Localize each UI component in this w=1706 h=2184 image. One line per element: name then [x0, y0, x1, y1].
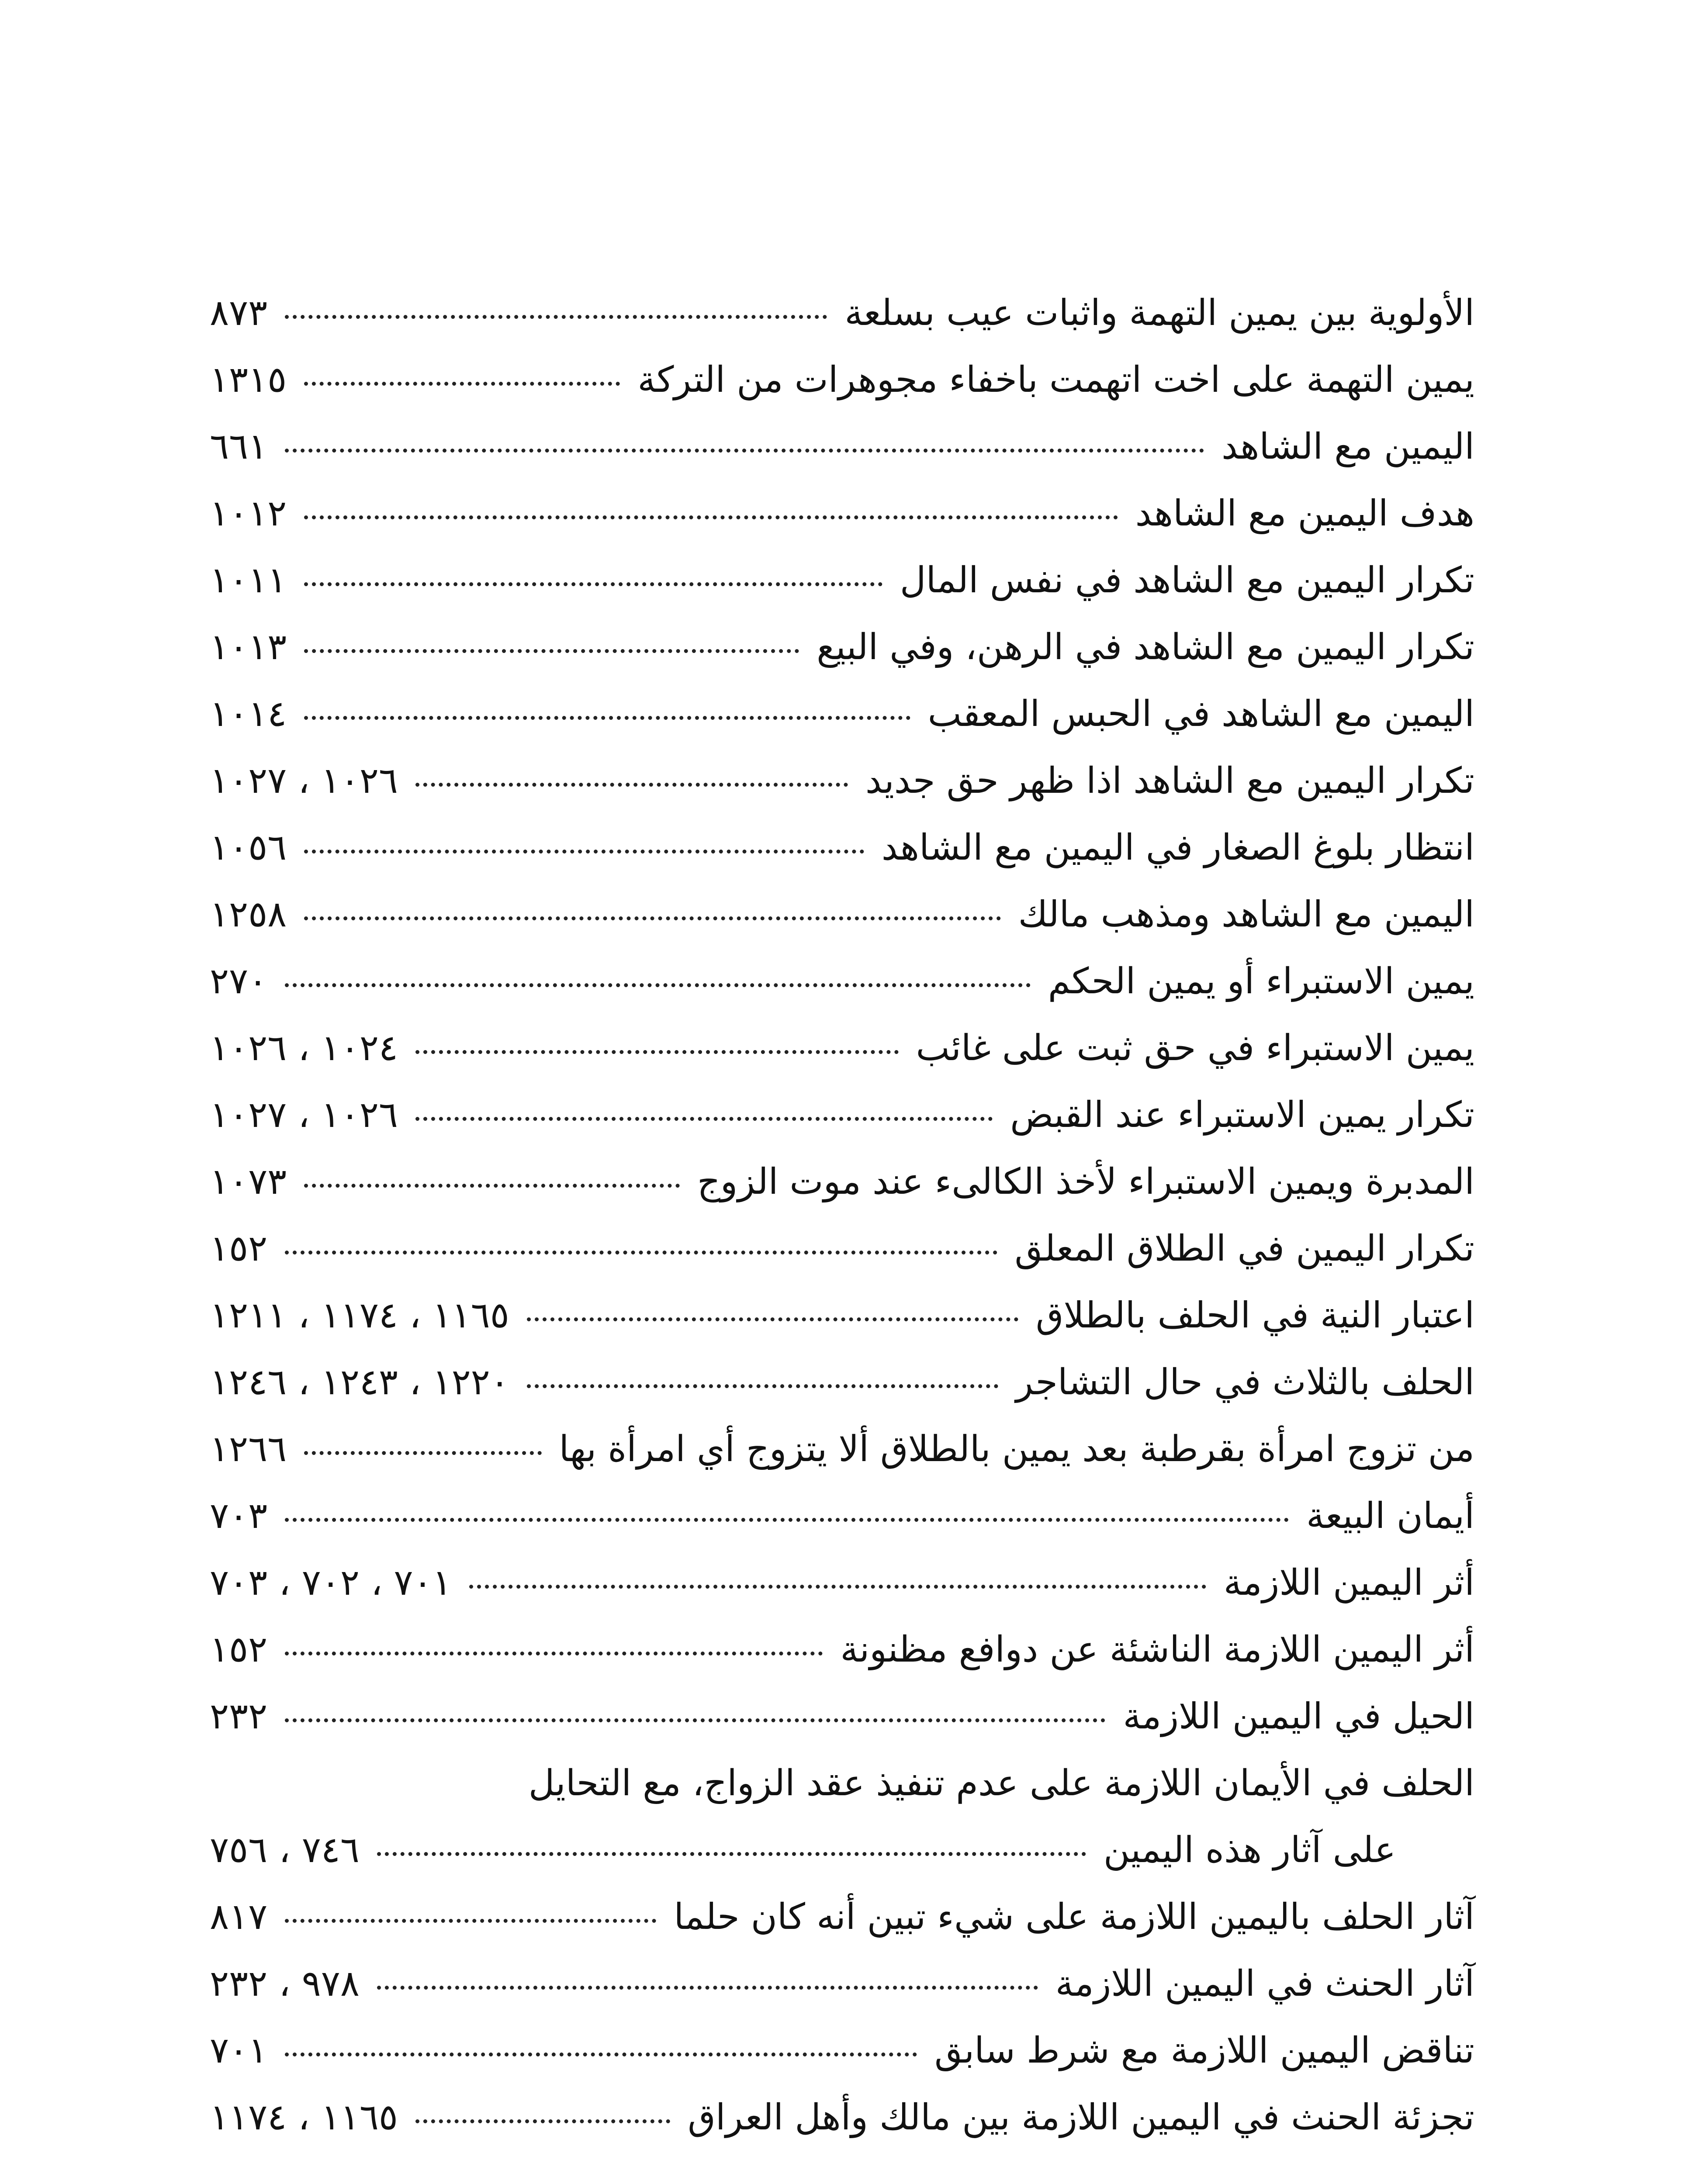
dot-leader — [285, 1718, 1105, 1722]
dot-leader — [285, 449, 1204, 453]
index-entry — [210, 1883, 1474, 1950]
entry-topic: انتظار بلوغ الصغار في اليمين مع الشاهد — [881, 827, 1474, 868]
dot-leader — [527, 1384, 998, 1388]
entry-pages: ٧٠١ — [210, 2030, 268, 2071]
entry-topic: أثر اليمين اللازمة الناشئة عن دوافع مظنونة — [840, 1629, 1474, 1670]
entry-pages: ١٠١٤ — [210, 693, 287, 735]
entry-topic: تكرار اليمين مع الشاهد اذا ظهر حق جديد — [865, 760, 1474, 802]
entry-pages: ٢٣٢ — [210, 1696, 268, 1737]
dot-leader — [304, 515, 1118, 519]
entry-topic: تناقض اليمين اللازمة مع شرط سابق — [934, 2030, 1474, 2071]
entry-topic: تكرار يمين الاستبراء عند القبض — [1010, 1094, 1474, 1136]
index-entry — [210, 1082, 1474, 1148]
index-entry — [210, 547, 1474, 614]
entry-topic: تكرار اليمين في الطلاق المعلق — [1014, 1228, 1474, 1269]
entry-topic: يمين الاستبراء في حق ثبت على غائب — [916, 1027, 1474, 1069]
entry-topic: اليمين مع الشاهد — [1222, 426, 1474, 467]
entry-pages: ١٠٢٦ ، ١٠٢٧ — [210, 760, 398, 802]
index-list — [210, 280, 1474, 2151]
index-entry — [210, 1549, 1474, 1616]
entry-topic: تكرار اليمين مع الشاهد في نفس المال — [900, 560, 1474, 601]
dot-leader — [415, 2119, 670, 2123]
index-entry — [210, 1416, 1474, 1482]
entry-topic: تكرار اليمين مع الشاهد في الرهن، وفي البيع — [817, 626, 1474, 668]
dot-leader — [285, 1652, 823, 1655]
entry-topic: آثار الحلف باليمين اللازمة على شيء تبين أنه كان حلما — [674, 1896, 1474, 1938]
index-entry — [210, 814, 1474, 881]
dot-leader — [377, 1852, 1086, 1856]
entry-topic: يمين التهمة على اخت اتهمت باخفاء مجوهرات من التركة — [637, 359, 1474, 401]
entry-topic: الحيل في اليمين اللازمة — [1123, 1696, 1474, 1737]
index-entry — [210, 480, 1474, 547]
entry-pages: ١٠٧٣ — [210, 1161, 287, 1203]
entry-pages: ٦٦١ — [210, 426, 268, 467]
entry-topic: الأولوية بين يمين التهمة واثبات عيب بسلعة — [844, 292, 1474, 334]
dot-leader — [285, 315, 827, 319]
dot-leader — [415, 1117, 993, 1121]
dot-leader — [377, 1986, 1038, 1990]
entry-topic: الحلف بالثلاث في حال التشاجر — [1015, 1362, 1474, 1403]
index-entry — [210, 1349, 1474, 1416]
dot-leader — [285, 983, 1031, 987]
entry-pages: ١١٦٥ ، ١١٧٤ — [210, 2097, 398, 2138]
entry-pages: ١٢٥٨ — [210, 894, 287, 935]
entry-pages: ١٠٢٤ ، ١٠٢٦ — [210, 1027, 398, 1069]
entry-topic: تجزئة الحنث في اليمين اللازمة بين مالك وأهل العراق — [688, 2097, 1474, 2138]
dot-leader — [304, 916, 1000, 920]
entry-topic: من تزوج امرأة بقرطبة بعد يمين بالطلاق ألا يتزوج أي امرأة بها — [559, 1428, 1474, 1470]
dot-leader — [285, 1518, 1289, 1522]
entry-pages: ١٠٢٦ ، ١٠٢٧ — [210, 1094, 398, 1136]
entry-pages: ٢٧٠ — [210, 961, 268, 1002]
index-entry — [210, 948, 1474, 1015]
dot-leader — [285, 2053, 917, 2056]
entry-topic: اليمين مع الشاهد في الحبس المعقب — [927, 693, 1474, 735]
index-entry — [210, 1482, 1474, 1549]
index-entry — [210, 1215, 1474, 1282]
entry-topic: يمين الاستبراء أو يمين الحكم — [1048, 961, 1474, 1002]
index-entry-continuation — [210, 1817, 1474, 1883]
index-entry — [210, 1616, 1474, 1683]
index-entry — [210, 1015, 1474, 1082]
entry-topic: اعتبار النية في الحلف بالطلاق — [1035, 1295, 1474, 1336]
entry-topic: أيمان البيعة — [1306, 1495, 1474, 1537]
entry-topic: هدف اليمين مع الشاهد — [1135, 493, 1474, 534]
entry-topic: آثار الحنث في اليمين اللازمة — [1055, 1963, 1474, 2004]
dot-leader — [304, 382, 620, 386]
entry-pages: ١٢٦٦ — [210, 1428, 287, 1470]
dot-leader — [527, 1317, 1018, 1321]
index-entry — [210, 881, 1474, 948]
index-entry — [210, 747, 1474, 814]
index-entry — [210, 413, 1474, 480]
dot-leader — [304, 716, 910, 720]
index-entry — [210, 1950, 1474, 2017]
entry-pages: ١٠٥٦ — [210, 827, 287, 868]
entry-pages: ٧٠٣ — [210, 1495, 268, 1537]
entry-pages: ١٠١١ — [210, 560, 287, 601]
index-entry — [210, 681, 1474, 747]
entry-topic: الحلف في الأيمان اللازمة على عدم تنفيذ عقد الزواج، مع التحايل — [528, 1762, 1474, 1804]
entry-pages: ١٥٢ — [210, 1228, 268, 1269]
entry-pages: ١٢٢٠ ، ١٢٤٣ ، ١٢٤٦ — [210, 1362, 509, 1403]
index-entry — [210, 1282, 1474, 1349]
entry-pages: ١٠١٣ — [210, 626, 287, 668]
index-entry — [210, 2084, 1474, 2151]
dot-leader — [304, 850, 864, 854]
entry-pages: ٨٧٣ — [210, 292, 268, 334]
index-entry — [210, 614, 1474, 681]
entry-topic: أثر اليمين اللازمة — [1223, 1562, 1474, 1603]
entry-pages: ٧٠١ ، ٧٠٢ ، ٧٠٣ — [210, 1562, 452, 1603]
entry-pages: ٨١٧ — [210, 1896, 268, 1938]
index-entry — [210, 346, 1474, 413]
entry-pages: ١٣١٥ — [210, 359, 287, 401]
dot-leader — [304, 1451, 541, 1455]
entry-pages: ٩٧٨ ، ٢٣٢ — [210, 1963, 360, 2004]
dot-leader — [285, 1251, 997, 1254]
entry-pages: ١٥٢ — [210, 1629, 268, 1670]
dot-leader — [415, 783, 848, 787]
index-entry — [210, 2017, 1474, 2084]
entry-pages: ١٠١٢ — [210, 493, 287, 534]
entry-topic: المدبرة ويمين الاستبراء لأخذ الكالىء عند موت الزوج — [697, 1161, 1474, 1203]
dot-leader — [415, 1050, 899, 1054]
index-entry — [210, 1148, 1474, 1215]
dot-leader — [304, 1184, 680, 1188]
dot-leader — [469, 1585, 1206, 1589]
index-entry — [210, 1750, 1474, 1817]
entry-pages: ٧٤٦ ، ٧٥٦ — [210, 1829, 360, 1871]
index-entry — [210, 280, 1474, 346]
entry-topic: على آثار هذه اليمين — [1103, 1829, 1396, 1871]
index-entry — [210, 1683, 1474, 1750]
entry-topic: اليمين مع الشاهد ومذهب مالك — [1018, 894, 1474, 935]
dot-leader — [285, 1919, 656, 1923]
dot-leader — [304, 582, 882, 586]
entry-pages: ١١٦٥ ، ١١٧٤ ، ١٢١١ — [210, 1295, 509, 1336]
dot-leader — [304, 649, 799, 653]
